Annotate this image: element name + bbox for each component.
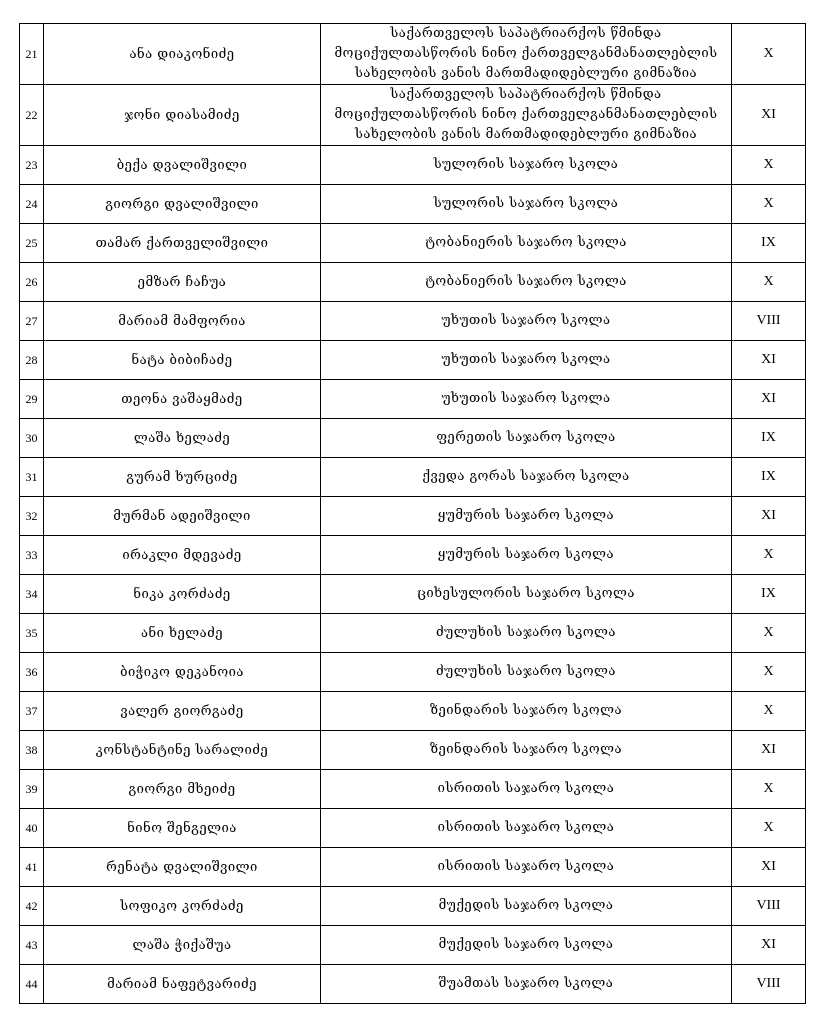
row-number: 30 [20,419,44,458]
school-name: ქვედა გორას საჯარო სკოლა [321,458,732,497]
school-name: საქართველოს საპატრიარქოს წმინდა მოციქულთასწორის ნინო ქართველგანმანათლებლის სახელობის ვანის მართმადიდებლური გიმნაზია [321,24,732,85]
row-number: 41 [20,848,44,887]
row-number: 38 [20,731,44,770]
student-name: ლაშა ხელაძე [44,419,321,458]
student-name: სოფიკო კორძაძე [44,887,321,926]
row-number: 36 [20,653,44,692]
student-name: გურამ ხურციძე [44,458,321,497]
row-number: 37 [20,692,44,731]
row-number: 40 [20,809,44,848]
table-row [20,263,806,302]
student-name: ბიჭიკო დეკანოია [44,653,321,692]
table-row [20,419,806,458]
table-row [20,809,806,848]
student-name: კონსტანტინე სარალიძე [44,731,321,770]
table-row [20,575,806,614]
grade-level: X [732,692,806,731]
grade-level: X [732,24,806,85]
school-name: სულორის საჯარო სკოლა [321,185,732,224]
table-row [20,85,806,146]
school-name: მუქედის საჯარო სკოლა [321,887,732,926]
grade-level: VIII [732,302,806,341]
row-number: 23 [20,146,44,185]
student-name: რენატა დვალიშვილი [44,848,321,887]
table-row [20,536,806,575]
grade-level: VIII [732,965,806,1004]
grade-level: XI [732,848,806,887]
table-row [20,24,806,85]
grade-level: X [732,185,806,224]
table-row [20,302,806,341]
school-name: მუქედის საჯარო სკოლა [321,926,732,965]
school-name: ზეინდარის საჯარო სკოლა [321,731,732,770]
school-name: ისრითის საჯარო სკოლა [321,848,732,887]
student-name: ირაკლი მდევაძე [44,536,321,575]
table-row [20,497,806,536]
student-name: გიორგი მხეიძე [44,770,321,809]
table-row [20,770,806,809]
grade-level: XI [732,731,806,770]
student-name: ნატა ბიბიჩაძე [44,341,321,380]
student-name: ლაშა ჭიქაშუა [44,926,321,965]
table-row [20,380,806,419]
school-name: ყუმურის საჯარო სკოლა [321,497,732,536]
grade-level: IX [732,458,806,497]
school-name: უხუთის საჯარო სკოლა [321,302,732,341]
school-name: ფერეთის საჯარო სკოლა [321,419,732,458]
student-name: ჯონი დიასამიძე [44,85,321,146]
table-row [20,458,806,497]
student-name: ანი ხელაძე [44,614,321,653]
grade-level: X [732,263,806,302]
row-number: 28 [20,341,44,380]
grade-level: XI [732,926,806,965]
school-name: ისრითის საჯარო სკოლა [321,770,732,809]
student-name: მარიამ ნაფეტვარიძე [44,965,321,1004]
grade-level: IX [732,419,806,458]
table-row [20,926,806,965]
row-number: 22 [20,85,44,146]
school-name: ძულუხის საჯარო სკოლა [321,614,732,653]
student-name: მარიამ მამფორია [44,302,321,341]
student-name: ანა დიაკონიძე [44,24,321,85]
row-number: 21 [20,24,44,85]
student-name: თამარ ქართველიშვილი [44,224,321,263]
row-number: 44 [20,965,44,1004]
school-name: უხუთის საჯარო სკოლა [321,341,732,380]
row-number: 31 [20,458,44,497]
table-row [20,614,806,653]
student-name: გიორგი დვალიშვილი [44,185,321,224]
school-name: ძულუხის საჯარო სკოლა [321,653,732,692]
grade-level: X [732,536,806,575]
student-name: ნინო შენგელია [44,809,321,848]
row-number: 34 [20,575,44,614]
row-number: 33 [20,536,44,575]
student-name: ვალერ გიორგაძე [44,692,321,731]
school-name: შუამთას საჯარო სკოლა [321,965,732,1004]
table-row [20,731,806,770]
row-number: 35 [20,614,44,653]
grade-level: XI [732,497,806,536]
school-name: ყუმურის საჯარო სკოლა [321,536,732,575]
table-row [20,341,806,380]
students-table-body [20,24,806,1004]
table-row [20,146,806,185]
row-number: 32 [20,497,44,536]
row-number: 42 [20,887,44,926]
row-number: 26 [20,263,44,302]
grade-level: X [732,146,806,185]
student-name: მურმან ადეიშვილი [44,497,321,536]
grade-level: X [732,770,806,809]
grade-level: XI [732,85,806,146]
grade-level: VIII [732,887,806,926]
student-name: თეონა ვაშაყმაძე [44,380,321,419]
row-number: 39 [20,770,44,809]
table-row [20,653,806,692]
school-name: ტობანიერის საჯარო სკოლა [321,224,732,263]
grade-level: IX [732,575,806,614]
row-number: 29 [20,380,44,419]
grade-level: X [732,653,806,692]
grade-level: X [732,614,806,653]
student-name: ბექა დვალიშვილი [44,146,321,185]
grade-level: XI [732,341,806,380]
school-name: საქართველოს საპატრიარქოს წმინდა მოციქულთასწორის ნინო ქართველგანმანათლებლის სახელობის ვანის მართმადიდებლური გიმნაზია [321,85,732,146]
school-name: ტობანიერის საჯარო სკოლა [321,263,732,302]
row-number: 24 [20,185,44,224]
grade-level: IX [732,224,806,263]
table-row [20,224,806,263]
school-name: უხუთის საჯარო სკოლა [321,380,732,419]
row-number: 27 [20,302,44,341]
school-name: ისრითის საჯარო სკოლა [321,809,732,848]
school-name: ციხესულორის საჯარო სკოლა [321,575,732,614]
row-number: 25 [20,224,44,263]
row-number: 43 [20,926,44,965]
table-row [20,848,806,887]
school-name: ზეინდარის საჯარო სკოლა [321,692,732,731]
table-row [20,185,806,224]
table-row [20,965,806,1004]
table-row [20,887,806,926]
grade-level: X [732,809,806,848]
students-table [19,23,806,1004]
grade-level: XI [732,380,806,419]
school-name: სულორის საჯარო სკოლა [321,146,732,185]
table-row [20,692,806,731]
student-name: ემზარ ჩაჩუა [44,263,321,302]
student-name: ნიკა კორძაძე [44,575,321,614]
